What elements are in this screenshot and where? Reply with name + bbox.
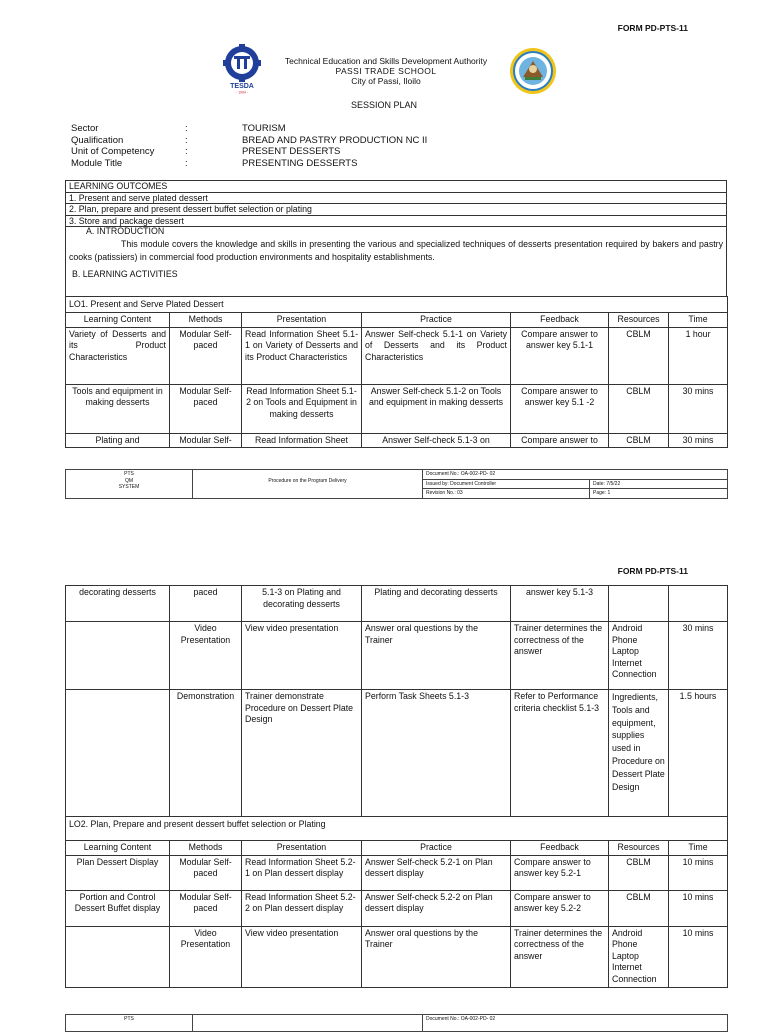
lo2-title: LO2. Plan, Prepare and present dessert buffet selection or Plating [66, 817, 728, 841]
col-header: Methods [170, 841, 242, 856]
table-cell: Compare answer to [511, 433, 609, 448]
table-cell: Answer Self-check 5.1-2 on Tools and equipment in making desserts [362, 384, 511, 433]
lo1-title: LO1. Present and Serve Plated Dessert [66, 297, 728, 313]
table-cell: CBLM [609, 890, 669, 926]
table-cell: Android Phone Laptop Internet Connection [609, 622, 669, 690]
table-row [66, 586, 728, 622]
info-text: TOURISM [242, 123, 286, 134]
table-row [66, 327, 728, 384]
table-row [66, 433, 728, 448]
table-cell: Trainer determines the correctness of the answer [511, 622, 609, 690]
col-header: Learning Content [66, 313, 170, 328]
table-cell: PTS QM SYSTEM [66, 470, 193, 499]
table-cell: Page: 1 [590, 489, 728, 499]
table-cell: Read Information Sheet 5.2-1 on Plan dessert display [242, 855, 362, 890]
table-cell: Variety of Desserts and its Product Characteristics [66, 327, 170, 384]
col-header: Methods [170, 313, 242, 328]
info-text: Qualification [71, 134, 124, 146]
outcome-item: 1. Present and serve plated dessert [66, 192, 727, 204]
table-cell: CBLM [609, 433, 669, 448]
table-cell: decorating desserts [66, 586, 170, 622]
col-header: Learning Content [66, 841, 170, 856]
table-cell [669, 586, 728, 622]
col-header: Practice [362, 313, 511, 328]
authority-name: Technical Education and Skills Development Authority [284, 56, 488, 66]
lo1-table [65, 296, 728, 448]
table-row [66, 841, 728, 856]
info-row [71, 158, 427, 170]
table-cell: Issued by: Document Controller [423, 479, 590, 489]
table-cell [66, 690, 170, 817]
table-cell [66, 926, 170, 987]
table-cell: Plating and decorating desserts [362, 586, 511, 622]
introduction-section [65, 226, 727, 296]
table-cell: Read Information Sheet 5.1-2 on Tools and Equipment in making desserts [242, 384, 362, 433]
school-name: PASSI TRADE SCHOOL [335, 66, 437, 76]
school-seal-icon [509, 47, 557, 95]
table-cell: 10 mins [669, 890, 728, 926]
table-cell: 5.1-3 on Plating and decorating desserts [242, 586, 362, 622]
info-row [71, 123, 427, 135]
table-cell: Compare answer to answer key 5.2-1 [511, 855, 609, 890]
table-cell: View video presentation [242, 622, 362, 690]
col-header: Presentation [242, 313, 362, 328]
table-cell: CBLM [609, 384, 669, 433]
table-row [66, 181, 727, 193]
info-text: : [185, 123, 188, 134]
table-cell: CBLM [609, 327, 669, 384]
table-cell: Tools and equipment in making desserts [66, 384, 170, 433]
table-cell: Read Information Sheet 5.2-2 on Plan dessert display [242, 890, 362, 926]
lo1-continued-table [65, 585, 728, 988]
table-cell: Perform Task Sheets 5.1-3 [362, 690, 511, 817]
table-row [66, 817, 728, 841]
col-header: Feedback [511, 313, 609, 328]
table-cell: answer key 5.1-3 [511, 586, 609, 622]
col-header: Presentation [242, 841, 362, 856]
info-text: : [185, 157, 188, 169]
table-cell: Video Presentation [170, 622, 242, 690]
info-text: BREAD AND PASTRY PRODUCTION NC II [242, 134, 428, 146]
col-header: Time [669, 841, 728, 856]
table-cell: Document No.: OA-002-PD- 02 [423, 1015, 728, 1032]
table-cell: Compare answer to answer key 5.1-1 [511, 327, 609, 384]
table-cell: PTS [66, 1015, 193, 1032]
table-cell: CBLM [609, 855, 669, 890]
info-block [71, 123, 427, 169]
table-cell: Answer Self-check 5.1-1 on Variety of Desserts and its Product Characteristics [362, 327, 511, 384]
table-cell: Read Information Sheet 5.1-1 on Variety of Desserts and its Product Characteristics [242, 327, 362, 384]
table-cell: Modular Self-paced [170, 327, 242, 384]
table-row [66, 313, 728, 328]
info-text [276, 56, 496, 86]
table-cell: Trainer determines the correctness of the answer [511, 926, 609, 987]
table-cell: Answer oral questions by the Trainer [362, 926, 511, 987]
table-cell: Date: 7/5/22 [590, 479, 728, 489]
table-cell: 30 mins [669, 433, 728, 448]
table-cell: Demonstration [170, 690, 242, 817]
table-row [66, 297, 728, 313]
info-text: PRESENT DESSERTS [242, 146, 341, 157]
table-cell [609, 586, 669, 622]
table-cell [66, 622, 170, 690]
info-row [71, 135, 427, 147]
page2-footer [65, 1014, 728, 1032]
col-header: Resources [609, 841, 669, 856]
table-cell: View video presentation [242, 926, 362, 987]
tesda-logo-year: - 1994 - [235, 90, 249, 94]
table-cell: Trainer demonstrate Procedure on Dessert Plate Design [242, 690, 362, 817]
table-cell: 1 hour [669, 327, 728, 384]
table-cell: Modular Self- [170, 433, 242, 448]
table-row [66, 926, 728, 987]
table-cell: paced [170, 586, 242, 622]
table-cell: Compare answer to answer key 5.2-2 [511, 890, 609, 926]
col-header: Resources [609, 313, 669, 328]
table-cell: Video Presentation [170, 926, 242, 987]
table-cell: Answer Self-check 5.2-2 on Plan dessert display [362, 890, 511, 926]
table-cell: Modular Self-paced [170, 890, 242, 926]
table-cell: Answer oral questions by the Trainer [362, 622, 511, 690]
col-header: Practice [362, 841, 511, 856]
introduction-heading: A. INTRODUCTION [86, 226, 165, 236]
info-text: Module Title [71, 157, 123, 169]
table-cell: Compare answer to answer key 5.1 -2 [511, 384, 609, 433]
info-text: Sector [71, 123, 99, 134]
outcomes-heading: LEARNING OUTCOMES [66, 181, 727, 193]
table-cell: Plating and [66, 433, 170, 448]
table-cell: 10 mins [669, 926, 728, 987]
outcome-item: 2. Plan, prepare and present dessert buffet selection or plating [66, 204, 727, 216]
table-row [66, 384, 728, 433]
col-header: Time [669, 313, 728, 328]
table-cell: Ingredients, Tools and equipment, supplies used in Procedure on Dessert Plate Design [609, 690, 669, 817]
tesda-logo-text: TESDA [230, 83, 254, 90]
info-text: PRESENTING DESSERTS [242, 157, 358, 169]
table-cell: 1.5 hours [669, 690, 728, 817]
table-cell: Android Phone Laptop Internet Connection [609, 926, 669, 987]
table-cell: Answer Self-check 5.2-1 on Plan dessert display [362, 855, 511, 890]
table-cell: Refer to Performance criteria checklist 5.1-3 [511, 690, 609, 817]
school-city: City of Passi, Iloilo [351, 76, 421, 86]
tesda-logo-icon [219, 44, 265, 94]
table-cell: 30 mins [669, 622, 728, 690]
table-cell: Answer Self-check 5.1-3 on [362, 433, 511, 448]
table-row [66, 470, 728, 480]
table-row [66, 192, 727, 204]
activities-heading: B. LEARNING ACTIVITIES [72, 269, 178, 279]
table-cell: Plan Dessert Display [66, 855, 170, 890]
table-row [66, 1015, 728, 1032]
form-number: FORM PD-PTS-11 [617, 23, 688, 33]
info-text: : [185, 146, 188, 157]
info-text: Unit of Competency [71, 146, 155, 157]
table-cell: Revision No.: 03 [423, 489, 590, 499]
table-row [66, 690, 728, 817]
table-cell: Portion and Control Dessert Buffet display [66, 890, 170, 926]
table-cell: 10 mins [669, 855, 728, 890]
introduction-body: This module covers the knowledge and skills in presenting the various and specialized techniques of desserts presentation required by bakers and pastry cooks (patissiers) in commercial food production environments and hospitality establishments. [69, 239, 723, 262]
form-number: FORM PD-PTS-11 [617, 566, 688, 576]
session-plan-title: SESSION PLAN [350, 100, 418, 110]
table-row [66, 622, 728, 690]
outcome-item: 3. Store and package dessert [66, 215, 727, 227]
table-cell: Modular Self-paced [170, 855, 242, 890]
table-row [66, 890, 728, 926]
col-header: Feedback [511, 841, 609, 856]
table-cell [193, 1015, 423, 1032]
info-text: : [185, 134, 188, 146]
table-cell: Modular Self-paced [170, 384, 242, 433]
table-cell: Document No.: OA-002-PD- 02 [423, 470, 728, 480]
table-row [66, 215, 727, 227]
table-cell: Read Information Sheet [242, 433, 362, 448]
table-row [66, 855, 728, 890]
table-cell: Procedure on the Program Delivery [193, 470, 423, 499]
learning-outcomes-table [65, 180, 727, 227]
table-row [66, 204, 727, 216]
info-row [71, 146, 427, 158]
table-cell: 30 mins [669, 384, 728, 433]
page1-footer [65, 469, 728, 499]
